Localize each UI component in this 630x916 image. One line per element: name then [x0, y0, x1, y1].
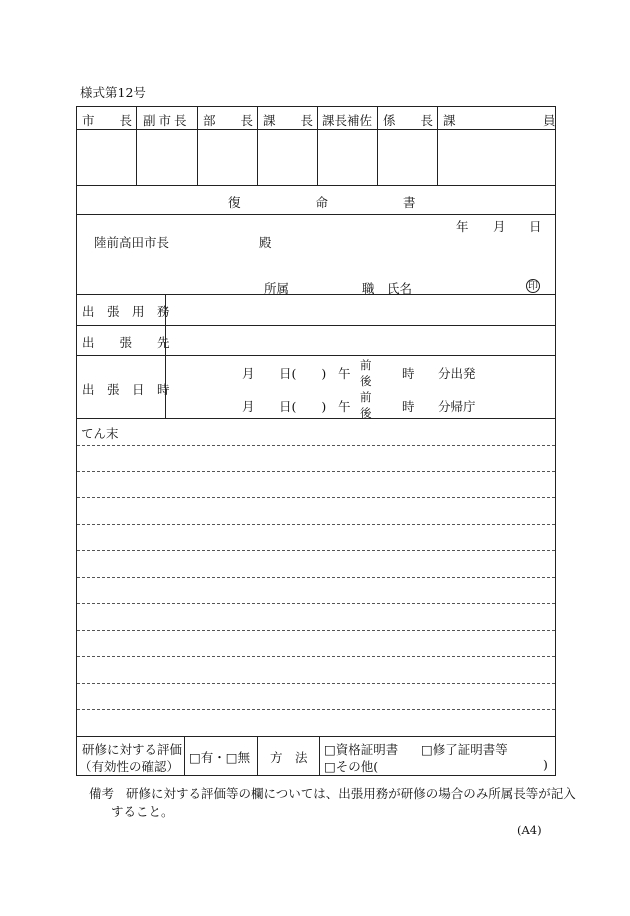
return-gozen: 午 [338, 399, 351, 414]
page-title: 復 命 書 [228, 195, 416, 210]
purpose-field[interactable] [166, 295, 555, 325]
purpose-label: 出 張 用 務 [82, 304, 170, 319]
return-pm: 後 [360, 406, 372, 420]
datetime-divider [76, 418, 556, 419]
honorific: 殿 [259, 235, 272, 250]
depart-month: 月 [242, 366, 255, 381]
method-option-certificate[interactable]: □資格証明書 [324, 742, 399, 757]
approval-header-director: 部 長 [203, 113, 254, 128]
note-text-line2: すること。 [111, 804, 174, 819]
approval-stamp-box-staff[interactable] [438, 130, 555, 185]
affiliation-label: 所属 [264, 281, 290, 296]
approval-header-mayor: 市 長 [82, 113, 133, 128]
date-year-label: 年 [456, 219, 469, 234]
evaluation-col-divider [319, 736, 320, 776]
date-day-label: 日 [529, 219, 542, 234]
evaluation-divider [76, 736, 556, 737]
depart-day: 日( ) [279, 366, 327, 381]
label-column-divider [165, 294, 166, 418]
return-am: 前 [360, 390, 372, 404]
approval-stamp-box-mayor[interactable] [77, 130, 135, 185]
depart-pm: 後 [360, 374, 372, 388]
method-option-completion[interactable]: □修了証明書等 [421, 742, 508, 757]
report-text-area[interactable] [77, 440, 555, 736]
addressee: 陸前高田市長 [94, 235, 170, 250]
approval-stamp-box-assistant-chief[interactable] [318, 130, 376, 185]
date-month-label: 月 [493, 219, 506, 234]
evaluation-label: 研修に対する評価 [82, 742, 183, 757]
depart-minute-label: 分出発 [438, 366, 476, 381]
approval-header-deputy-mayor: 副市長 [143, 113, 190, 128]
note-label: 備考 [89, 786, 115, 801]
return-minute-label: 分帰庁 [438, 399, 476, 414]
destination-label: 出 張 先 [82, 335, 170, 350]
position-name-label: 職 氏名 [362, 281, 413, 296]
approval-header-unit-chief: 係 長 [383, 113, 434, 128]
form-number: 様式第12号 [80, 85, 146, 100]
report-label: てん末 [81, 426, 119, 441]
return-hour: 時 [402, 399, 415, 414]
approval-header-staff: 課 員 [443, 113, 556, 128]
approval-header-assistant-chief: 課長補佐 [322, 113, 373, 128]
datetime-label: 出 張 日 時 [82, 382, 170, 397]
evaluation-col-divider [257, 736, 258, 776]
approval-header-section-chief: 課 長 [263, 113, 314, 128]
destination-field[interactable] [166, 326, 555, 355]
title-divider [76, 214, 556, 215]
evaluation-yes-no[interactable]: □有・□無 [189, 750, 251, 765]
return-day: 日( ) [279, 399, 327, 414]
approval-stamp-box-section-chief[interactable] [258, 130, 316, 185]
seal-mark: 印 [528, 281, 538, 292]
datetime-field[interactable] [166, 356, 555, 418]
depart-hour: 時 [402, 366, 415, 381]
approval-stamp-box-unit-chief[interactable] [378, 130, 436, 185]
return-month: 月 [242, 399, 255, 414]
depart-am: 前 [360, 358, 372, 372]
method-label: 方 法 [270, 750, 308, 765]
method-option-other[interactable]: □その他( [324, 759, 379, 774]
note-text-line1: 研修に対する評価等の欄については、出張用務が研修の場合のみ所属長等が記入 [126, 786, 576, 801]
evaluation-col-divider [184, 736, 185, 776]
paper-size: (A4) [517, 823, 542, 837]
method-option-other-close: ) [543, 757, 548, 772]
evaluation-sublabel: （有効性の確認） [79, 759, 180, 774]
approval-stamp-box-director[interactable] [198, 130, 256, 185]
approval-stamp-box-deputy-mayor[interactable] [137, 130, 196, 185]
depart-gozen: 午 [338, 366, 351, 381]
